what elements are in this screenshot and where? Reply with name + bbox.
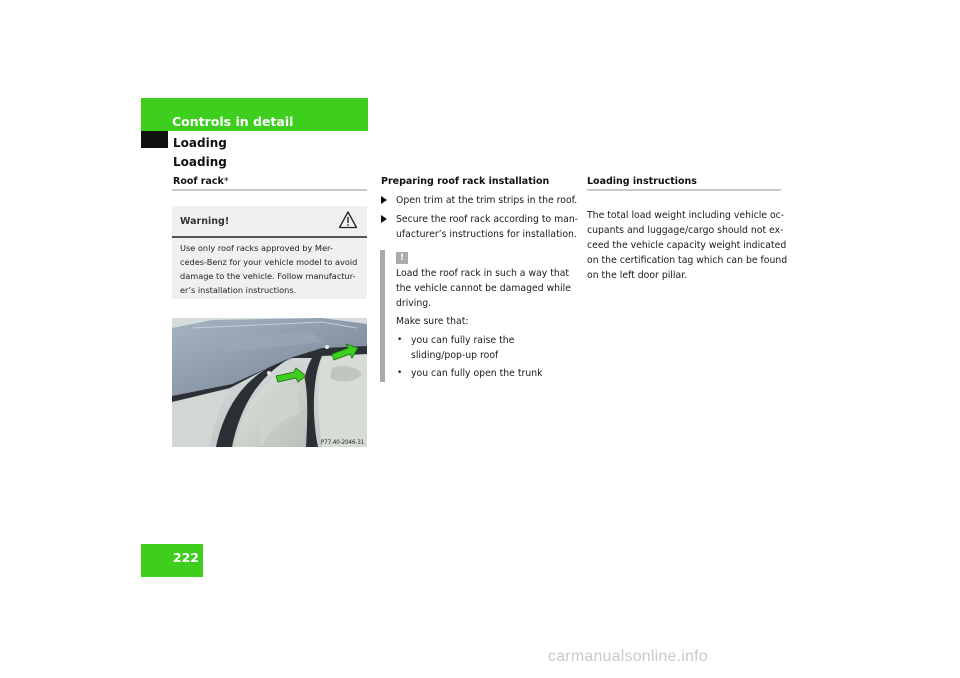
step-arrow-icon [381, 196, 387, 204]
note-line: the vehicle cannot be damaged while [396, 283, 571, 294]
loading-line: on the certification tag which can be found [587, 255, 788, 266]
note-text [396, 266, 571, 311]
warning-text-line: damage to the vehicle. Follow manufactur- [180, 271, 356, 281]
bullet-dot-icon: • [397, 368, 403, 378]
step-2-line: Secure the roof rack according to man- [396, 214, 579, 225]
note-line: driving. [396, 298, 432, 309]
step-2 [396, 212, 578, 242]
warning-text [180, 241, 362, 297]
note-line: Load the roof rack in such a way that [396, 268, 570, 279]
preparing-heading: Preparing roof rack installation [381, 176, 550, 187]
note-bullet-line: you can fully raise the [411, 335, 515, 346]
note-bullet-line: sliding/pop-up roof [411, 350, 499, 361]
subsection-title: Loading [173, 136, 227, 150]
step-1 [396, 193, 577, 208]
warning-text-line: cedes-Benz for your vehicle model to avoid [180, 257, 358, 267]
warning-text-line: er’s installation instructions. [180, 285, 297, 295]
roof-rack-heading [173, 176, 229, 187]
roof-rack-photo [172, 318, 367, 447]
asterisk: * [223, 176, 229, 187]
loading-line: ceed the vehicle capacity weight indicated [587, 240, 787, 251]
loading-line: The total load weight including vehicle oc- [587, 210, 785, 221]
header-tab-marker [141, 131, 168, 148]
note-bullet-2 [411, 366, 543, 381]
note-bar [380, 250, 385, 382]
step-2-line: ufacturer’s instructions for installation. [396, 229, 577, 240]
watermark: carmanualsonline.info [548, 648, 708, 665]
roof-rack-heading-text: Roof rack [173, 176, 224, 187]
step-arrow-icon [381, 215, 387, 223]
page-number: 222 [172, 550, 199, 565]
section-title: Controls in detail [172, 114, 294, 129]
loading-line: cupants and luggage/cargo should not ex- [587, 225, 784, 236]
warning-divider [172, 236, 367, 238]
column-rule [172, 189, 367, 191]
warning-text-line: Use only roof racks approved by Mer- [180, 243, 333, 253]
note-bullet-1 [411, 333, 514, 363]
page-heading: Loading [173, 155, 227, 169]
loading-line: on the left door pillar. [587, 270, 688, 281]
loading-instructions-heading: Loading instructions [587, 176, 697, 187]
make-sure-text: Make sure that: [396, 316, 469, 327]
warning-triangle-icon [338, 210, 358, 230]
warning-label: Warning! [180, 216, 230, 227]
loading-instructions-text [587, 208, 787, 283]
bullet-dot-icon: • [397, 335, 403, 345]
note-exclamation-icon: ! [396, 252, 408, 264]
image-id: P77.40-2046-31 [321, 439, 365, 446]
note-bullet-line: you can fully open the trunk [411, 368, 543, 379]
column-rule [587, 189, 781, 191]
step-1-line: Open trim at the trim strips in the roof. [396, 195, 578, 206]
